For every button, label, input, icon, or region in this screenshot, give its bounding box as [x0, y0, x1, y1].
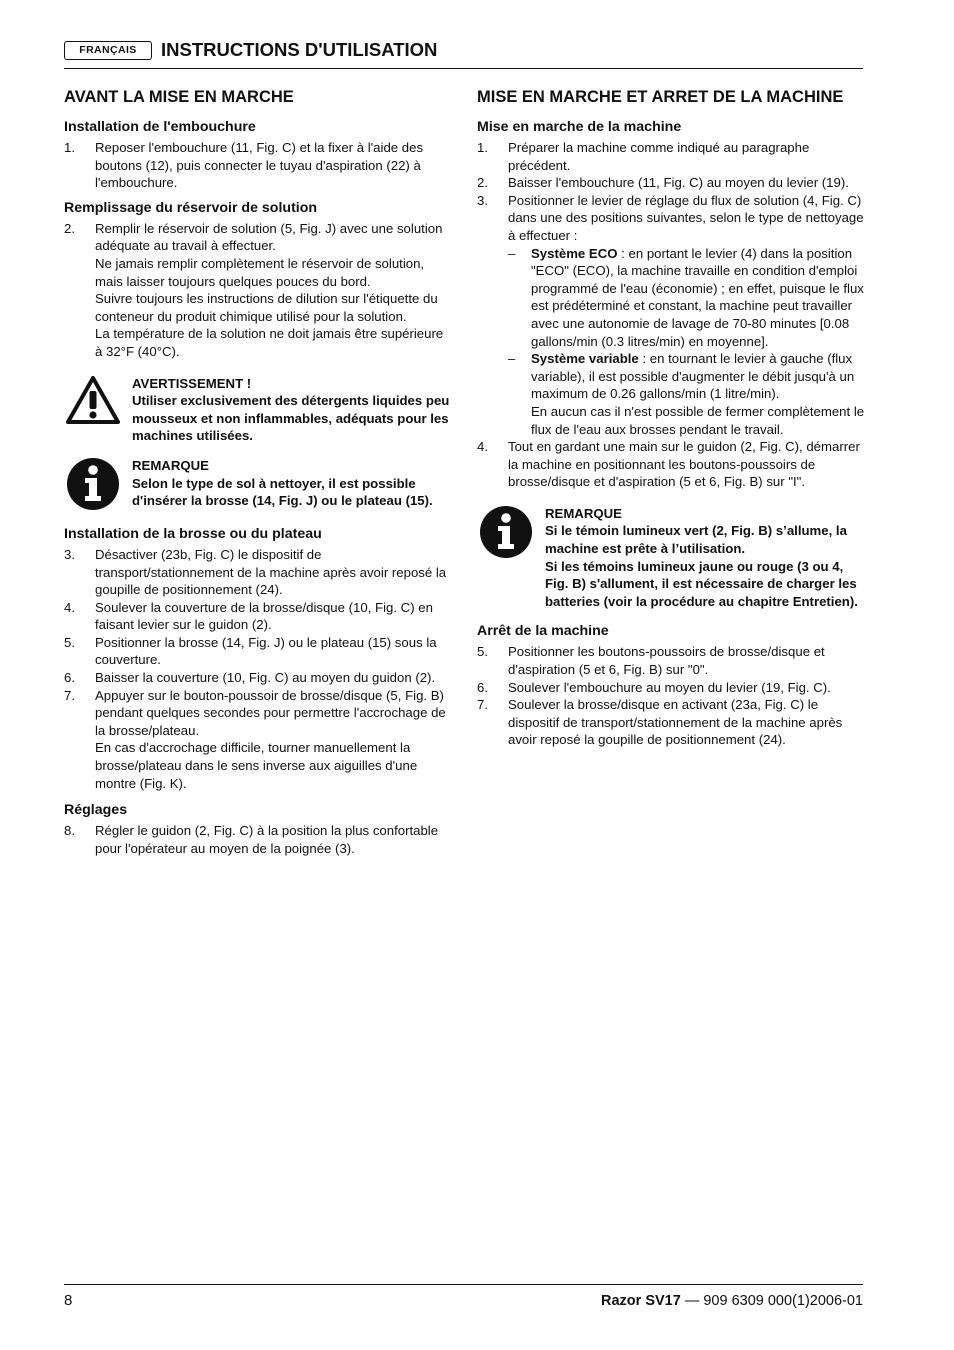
item-text: Remplir le réservoir de solution (5, Fig. J) avec une solution adéquate au travail à effectuer. [95, 220, 443, 254]
item-number: 1. [64, 140, 75, 155]
item-text: Préparer la machine comme indiqué au paragraphe précédent. [508, 140, 810, 173]
list-adjustments [64, 822, 452, 857]
list-item [64, 634, 452, 669]
item-text: Baisser la couverture (10, Fig. C) au moyen du guidon (2). [95, 670, 436, 686]
item-text: Positionner le levier de réglage du flux de solution (4, Fig. C) dans une des positions suivantes, selon le type de nettoyage à effectuer : [508, 192, 864, 243]
note-notice [477, 505, 865, 611]
subsection-title-start: Mise en marche de la machine [477, 119, 682, 135]
item-text: Désactiver (23b, Fig. C) le dispositif de transport/stationnement de la machine après avoir reposé la goupille de positionnement (24). [95, 546, 447, 598]
item-number: 1. [477, 140, 488, 155]
list-item [477, 643, 865, 678]
dash: – [508, 351, 516, 367]
warning-notice [64, 375, 452, 445]
page-number: 8 [64, 1292, 73, 1309]
sub-item-eco [508, 245, 865, 351]
item-text: Positionner les boutons-poussoirs de brosse/disque et d'aspiration (5 et 6, Fig. B) sur "0". [508, 644, 825, 678]
section-title-start-stop: MISE EN MARCHE ET ARRET DE LA MACHINE [477, 88, 844, 106]
list-nozzle [64, 139, 452, 192]
item-number: 7. [477, 697, 488, 713]
info-icon [66, 457, 120, 516]
item-number: 3. [477, 192, 488, 208]
item-text: En cas d'accrochage difficile, tourner manuellement la brosse/plateau dans le sens inverse aux aiguilles d'une montre (Fig. K). [95, 740, 418, 791]
item-number: 7. [64, 687, 75, 703]
sub-item-label: Système ECO [531, 245, 618, 261]
item-text: Soulever l'embouchure au moyen du levier (19, Fig. C). [508, 679, 831, 695]
item-text: Reposer l'embouchure (11, Fig. C) et la fixer à l'aide des boutons (12), puis connecter le tuyau d'aspiration (22) à l'embouchure. [95, 140, 424, 191]
document-code: — 909 6309 000(1)2006-01 [680, 1293, 863, 1309]
dash: – [508, 245, 516, 261]
right-column [477, 84, 865, 749]
header-rule [64, 68, 863, 69]
list-item [477, 438, 865, 491]
item-text: Régler le guidon (2, Fig. C) à la position la plus confortable pour l'opérateur au moyen de la poignée (3). [95, 823, 439, 856]
sub-item-body: : en tournant le levier à gauche (flux variable), il est possible d'augmenter le débit jusqu'à un maximum de 0.26 gallons/min (1 litre/min). [531, 351, 855, 402]
left-column [64, 84, 452, 857]
model-name: Razor SV17 [601, 1293, 681, 1309]
note-notice [64, 457, 452, 513]
language-badge: FRANÇAIS [64, 41, 152, 60]
list-brush [64, 546, 452, 792]
sub-item-text [531, 350, 865, 403]
list-stop [477, 643, 865, 749]
item-text: Positionner la brosse (14, Fig. J) ou le plateau (15) sous la couverture. [95, 634, 437, 668]
sub-item-extra: En aucun cas il n'est possible de fermer complètement le flux de l'eau aux brosses pendant le travail. [531, 403, 865, 437]
item-number: 4. [64, 599, 75, 615]
item-text: Baisser l'embouchure (11, Fig. C) au moyen du levier (19). [508, 175, 849, 191]
item-text: Tout en gardant une main sur le guidon (2, Fig. C), démarrer la machine en positionnant les boutons-poussoirs de brosse/disque et d'aspiration (5 et 6, Fig. B) sur "I". [508, 439, 860, 490]
sub-item-body: : en portant le levier (4) dans la position "ECO" (ECO), la machine travaille en condition d'emploi programmé de l'eau (économie) ; en effet, puisque le flux est prédéterminé et constant, la machine peut travailler avec une autonomie de lavage de 70-80 minutes [0.08 gallons/min (0.3 litres/min) en moyenne]. [531, 245, 864, 349]
item-number: 8. [64, 823, 75, 839]
list-item [64, 599, 452, 634]
list-item [64, 220, 452, 361]
item-number: 6. [64, 670, 75, 686]
list-item [64, 546, 452, 599]
list-item [64, 822, 452, 857]
item-text: Soulever la couverture de la brosse/disque (10, Fig. C) en faisant levier sur le guidon (2). [95, 599, 433, 633]
note-text-ready: Si le témoin lumineux vert (2, Fig. B) s’allume, la machine est prête à l’utilisation. [545, 523, 847, 557]
item-number: 6. [477, 679, 488, 695]
footer-reference [601, 1291, 863, 1311]
list-item [64, 687, 452, 793]
item-text: Soulever la brosse/disque en activant (23a, Fig. C) le dispositif de transport/stationnement de la machine après avoir reposé la goupille de positionnement (24). [508, 697, 843, 748]
list-item [477, 679, 865, 697]
note-title: REMARQUE [545, 505, 622, 521]
item-text: Suivre toujours les instructions de dilution sur l'étiquette du conteneur du produit chimique utilisé pour la solution. [95, 291, 438, 324]
item-number: 5. [64, 634, 75, 650]
list-item [477, 696, 865, 749]
header-title: INSTRUCTIONS D'UTILISATION [161, 39, 438, 60]
sub-item-label: Système variable [531, 351, 639, 367]
list-item [477, 174, 865, 192]
footer-rule [64, 1284, 863, 1285]
section-title-before-start: AVANT LA MISE EN MARCHE [64, 88, 294, 106]
list-item [477, 139, 865, 174]
item-text: La température de la solution ne doit jamais être supérieure à 32°F (40°C). [95, 326, 444, 359]
subsection-title-brush: Installation de la brosse ou du plateau [64, 525, 322, 542]
item-text: Appuyer sur le bouton-poussoir de brosse/disque (5, Fig. B) pendant quelques secondes pour permettre l'accrochage de la brosse/plateau. [95, 687, 446, 738]
list-solution-tank [64, 220, 452, 361]
note-text: Selon le type de sol à nettoyer, il est possible d'insérer la brosse (14, Fig. J) ou le plateau (15). [132, 475, 433, 509]
warning-text: Utiliser exclusivement des détergents liquides peu mousseux et non inflammables, adéquats pour les machines utilisées. [132, 393, 450, 444]
list-item [477, 192, 865, 438]
sub-item-text [531, 245, 865, 351]
note-text-batteries: Si les témoins lumineux jaune ou rouge (3 ou 4, Fig. B) s'allument, il est nécessaire de charger les batteries (voir la procédure au chapitre Entretien). [545, 558, 858, 609]
subsection-title-adjustments: Réglages [64, 802, 128, 819]
item-number: 4. [477, 439, 488, 455]
warning-triangle-icon [66, 375, 120, 430]
item-number: 3. [64, 546, 75, 562]
item-number: 2. [64, 220, 75, 236]
note-title: REMARQUE [132, 457, 209, 473]
item-number: 2. [477, 175, 488, 191]
info-icon [479, 505, 533, 564]
item-text: Ne jamais remplir complètement le réservoir de solution, mais laisser toujours quelques pouces du bord. [95, 255, 425, 289]
warning-title: AVERTISSEMENT ! [132, 375, 252, 391]
list-item [64, 139, 452, 192]
subsection-title-nozzle: Installation de l'embouchure [64, 119, 256, 135]
subsection-title-solution-tank: Remplissage du réservoir de solution [64, 199, 318, 216]
subsection-title-stop: Arrêt de la machine [477, 623, 609, 640]
item-number: 5. [477, 644, 488, 660]
sub-item-variable [508, 350, 865, 438]
list-item [64, 669, 452, 687]
